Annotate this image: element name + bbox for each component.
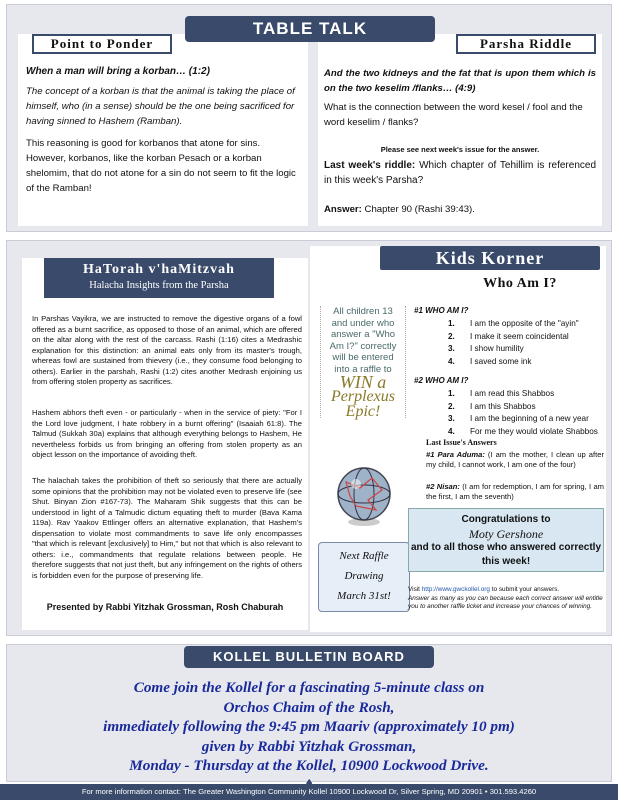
bulletin-board-title: KOLLEL BULLETIN BOARD	[184, 646, 434, 668]
who-am-i-heading: Who Am I?	[483, 276, 557, 291]
last-answer-1	[426, 450, 604, 470]
hatorah-paragraph-1: In Parshas Vayikra, we are instructed to remove the digestive organs of a fowl offered as a burnt sacrifice, as opposed to those of an animal, which are offered on the altar along with the rest of the carcass. Rashi (1:16) cites a Medrashic explanation for this distinction: an animal eats only from its master's trough, whereas fowl are sustained from thievery (i.e., they consume food belonging to others). Earlier in the parshah, Rashi (1:2) cites another Medrash enjoining us from offering stolen property as sacrifices.	[32, 314, 302, 386]
riddle-answer-text: Chapter 90 (Rashi 39:43).	[361, 204, 475, 215]
kollel-website-link[interactable]: http://www.gwckollel.org	[421, 586, 490, 593]
hatorah-paragraph-2: Hashem abhors theft even - or particularly - when in the service of piety: "For I the Lord love judgment, I hate robbery in a burnt offering" (Isaaiah 61:8). The Talmud (Sukkah 30a) explains that although everything belongs to Hashem, He nevertheless forbids us from bringing an offering from stolen property as an object lesson on the importance of avoiding theft.	[32, 408, 302, 459]
point-to-ponder-box	[18, 34, 308, 226]
raffle-epic-text: Epic!	[345, 403, 381, 420]
raffle-line-3: March 31st!	[337, 590, 391, 602]
raffle-line-2: Drawing	[344, 570, 384, 582]
raffle-promo-text: All children 13 and under who answer a "Who Am I?" correctly will be entered into a raffle to	[329, 306, 397, 375]
bulletin-line-2: Orchos Chaim of the Rosh,	[223, 698, 395, 716]
footer-contact: For more information contact: The Greater Washington Community Kollel 10900 Lockwood Dr, Silver Spring, MD 20901 • 301.593.4260	[0, 784, 618, 800]
hatorah-paragraph-3: The halachah takes the prohibition of theft so seriously that there are actually some opinions that the prohibition may not be violated even to preserve life (see Shut. Binyan Zion #167-73). The Maharam Shik suggests that this can be understood in light of a Talmudic dictum equating theft to murder (Bava Kama 119a). Rav Yaakov Ettlinger offers an alternative explanation, that Hashem's dispensation to violate most commandments to save life only encompasses "that which is relevant [exclusively] to Him," but not that which is also relevant to others: i.e., commandments that regulate relations between people. He therefore suggests that not just theft, but any infringement on the rights of others is forbidden even for the purpose of preserving life.	[32, 476, 302, 580]
winner-name: Moty Gershone	[468, 527, 544, 541]
kids-korner-banner: Kids Korner	[380, 246, 600, 270]
parsha-riddle-box	[318, 34, 602, 226]
visit-prefix: Visit	[408, 586, 422, 593]
table-talk-title: TABLE TALK	[185, 16, 435, 42]
raffle-prize-text: Perplexus	[331, 387, 395, 405]
who-am-i-1-heading: #1 WHO AM I?	[414, 306, 469, 315]
list-item: 1. I am the opposite of the "ayin"	[448, 319, 579, 328]
who-am-i-1-list	[448, 318, 604, 368]
parsha-riddle-paragraph: What is the connection between the word kesel / fool and the word keselim / flanks?	[324, 102, 583, 128]
congratulations-box	[408, 508, 604, 572]
last-week-riddle-text: Which chapter of Tehillim is referenced in this week's Parsha?	[324, 160, 597, 186]
parsha-riddle-note: Please see next week's issue for the answer.	[380, 145, 540, 154]
visit-suffix: to submit your answers.	[489, 586, 560, 593]
parsha-riddle-heading: Parsha Riddle	[456, 34, 596, 54]
point-to-ponder-paragraph-2: This reasoning is good for korbanos that atone for sins. However, korbanos, like the korban Pesach or a korban shelomim, that do not atone for a sin do not seem to fit the logic of the Ramban!	[26, 138, 296, 194]
point-to-ponder-heading: Point to Ponder	[32, 34, 172, 54]
hatorah-box	[22, 258, 308, 630]
list-item: 2. I am this Shabbos	[448, 401, 536, 411]
who-am-i-2-heading: #2 WHO AM I?	[414, 376, 469, 385]
riddle-answer-label: Answer:	[324, 204, 362, 215]
riddle-answer	[324, 202, 596, 217]
bulletin-line-1: Come join the Kollel for a fascinating 5-minute class on	[133, 679, 485, 696]
last-week-riddle-label: Last week's riddle:	[324, 160, 416, 171]
raffle-promo	[320, 306, 406, 418]
point-to-ponder-paragraph-1: The concept of a korban is that the animal is taking the place of himself, who (in a sense) should be the one being sacrificed for having sinned to Hashem (Ramban).	[26, 86, 295, 127]
bulletin-line-4: given by Rabbi Yitzhak Grossman,	[201, 737, 417, 755]
last-answer-1-label: #1 Para Aduma:	[426, 450, 485, 459]
last-week-riddle	[324, 158, 596, 188]
list-item: 3. I am the beginning of a new year	[448, 414, 589, 423]
last-answer-2	[426, 482, 604, 502]
bulletin-line-5: Monday - Thursday at the Kollel, 10900 Lockwood Drive.	[129, 757, 489, 774]
submit-answers-note	[408, 586, 604, 612]
last-answer-2-text: (I am for redemption, I am for spring, I am the first, I am the seventh)	[426, 482, 604, 501]
last-answer-2-label: #2 Nisan:	[426, 482, 460, 491]
raffle-win-text: WIN a	[339, 372, 387, 392]
list-item: 1. I am read this Shabbos	[448, 389, 555, 398]
hatorah-subtitle: Halacha Insights from the Parsha	[89, 280, 229, 291]
parsha-riddle-question: And the two kidneys and the fat that is upon them which is on the two keselim /flanks… (4:9)	[324, 68, 596, 94]
bulletin-line-3: immediately following the 9:45 pm Maariv (approximately 10 pm)	[103, 718, 515, 735]
list-item: 4. For me they would violate Shabbos	[448, 426, 598, 436]
visit-italic-note: Answer as many as you can because each correct answer will entitle you to another raffle ticket and increase your chances of winning.	[408, 594, 603, 611]
last-issue-answers-heading: Last Issue's Answers	[426, 438, 497, 447]
kids-korner-box	[310, 246, 606, 632]
list-item: 3. I show humility	[448, 344, 524, 353]
hatorah-banner	[44, 258, 274, 298]
who-am-i-2-list	[448, 388, 604, 438]
raffle-line-1: Next Raffle	[339, 550, 389, 562]
point-to-ponder-question: When a man will bring a korban… (1:2)	[26, 66, 210, 77]
congrats-line-1: Congratulations to	[461, 514, 551, 525]
perplexus-ball-icon	[332, 464, 396, 528]
list-item: 4. I saved some ink	[448, 356, 532, 366]
last-answer-1-text: (I am the mother, I clean up after my child, I cannot work, I am one of the four)	[426, 450, 604, 469]
list-item: 2. I make it seem coincidental	[448, 331, 569, 341]
hatorah-byline: Presented by Rabbi Yitzhak Grossman, Rosh Chaburah	[46, 602, 284, 612]
next-raffle-box	[318, 542, 410, 612]
congrats-line-2: and to all those who answered correctly this week!	[410, 542, 602, 567]
bulletin-announcement	[14, 678, 604, 776]
hatorah-title: HaTorah v'haMitzvah	[83, 262, 235, 277]
